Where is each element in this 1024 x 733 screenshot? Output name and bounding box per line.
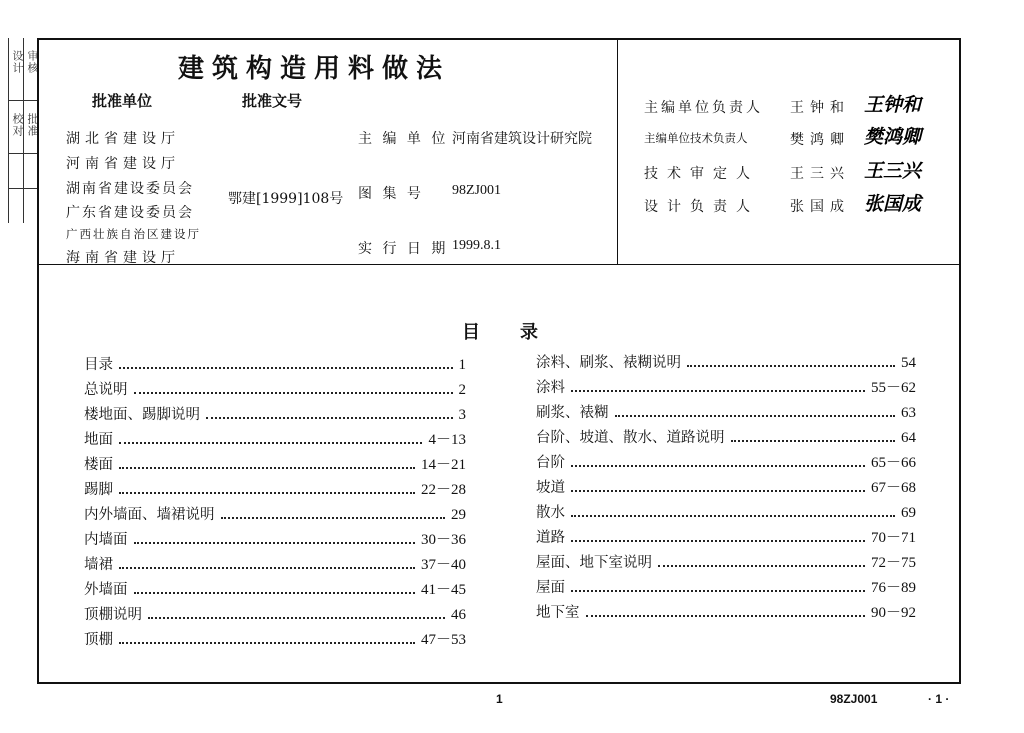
toc-entry-title: 总说明	[84, 382, 128, 398]
toc-entry	[84, 378, 466, 398]
toc-entry-title: 屋面、地下室说明	[536, 555, 652, 571]
toc-entry-page: 14－21	[420, 457, 466, 473]
dot-leader	[134, 542, 415, 544]
toc-entry-title: 踢脚	[84, 482, 113, 498]
atlas-code: 98ZJ001	[830, 692, 878, 706]
toc-entry	[536, 501, 916, 521]
dot-leader	[571, 490, 865, 492]
toc-entry	[84, 553, 466, 573]
toc-entry	[536, 376, 916, 396]
toc-entry-page: 54	[901, 355, 916, 371]
approve-unit: 广西壮族自治区建设厅	[66, 227, 201, 241]
dot-leader	[687, 365, 895, 367]
toc-entry	[536, 576, 916, 596]
toc-entry-page: 72－75	[870, 555, 916, 571]
handwritten-signature: 王钟和	[864, 94, 922, 116]
strip-rule	[8, 100, 38, 101]
toc-entry-title: 台阶、坡道、散水、道路说明	[536, 430, 725, 446]
toc-entry-page: 90－92	[870, 605, 916, 621]
dot-leader	[119, 492, 415, 494]
toc-entry	[84, 578, 466, 598]
signature-name: 王三兴	[790, 166, 850, 182]
signature-role: 设计负责人	[644, 199, 759, 215]
toc-entry	[84, 453, 466, 473]
dot-leader	[119, 467, 415, 469]
strip-rule	[8, 188, 38, 189]
toc-entry	[536, 526, 916, 546]
date-label: 实 行 日 期	[358, 241, 449, 257]
toc-entry-page: 63	[901, 405, 916, 421]
toc-entry	[84, 503, 466, 523]
toc-entry-page: 3	[458, 407, 466, 423]
handwritten-signature: 王三兴	[864, 160, 922, 182]
strip-text: 设计	[11, 50, 24, 74]
toc-entry-page: 76－89	[870, 580, 916, 596]
toc-entry-page: 65－66	[870, 455, 916, 471]
approve-unit: 河南省建设厅	[66, 156, 180, 172]
toc-entry-title: 道路	[536, 530, 565, 546]
toc-entry	[84, 603, 466, 623]
toc-entry	[536, 351, 916, 371]
toc-entry-title: 台阶	[536, 455, 565, 471]
toc-entry-title: 内墙面	[84, 532, 128, 548]
toc-entry-page: 70－71	[870, 530, 916, 546]
dot-leader	[119, 442, 422, 444]
strip-rule	[8, 153, 38, 154]
toc-entry-page: 4－13	[428, 432, 466, 448]
approve-unit: 海南省建设厅	[66, 250, 180, 266]
signature-name: 王钟和	[790, 100, 850, 116]
toc-entry-page: 67－68	[870, 480, 916, 496]
toc-entry-title: 涂料	[536, 380, 565, 396]
approve-doc-label: 批准文号	[242, 92, 303, 110]
dot-leader	[134, 592, 415, 594]
signature-name: 樊鸿卿	[790, 132, 850, 148]
dot-leader	[119, 367, 453, 369]
toc-entry-title: 屋面	[536, 580, 565, 596]
doc-number: 鄂建[1999]108号	[228, 191, 344, 207]
toc-entry-title: 目录	[84, 357, 113, 373]
dot-leader	[615, 415, 896, 417]
toc-entry	[84, 428, 466, 448]
toc-entry	[84, 628, 466, 648]
editor-label: 主 编 单 位	[358, 131, 449, 147]
binding-strip	[8, 38, 38, 223]
handwritten-signature: 樊鸿卿	[864, 126, 922, 148]
approve-unit-label: 批准单位	[92, 92, 153, 110]
toc-entry-title: 刷浆、裱糊	[536, 405, 609, 421]
dot-leader	[658, 565, 865, 567]
toc-entry	[84, 528, 466, 548]
dot-leader	[586, 615, 865, 617]
dot-leader	[731, 440, 896, 442]
dot-leader	[206, 417, 453, 419]
toc-entry-page: 69	[901, 505, 916, 521]
strip-text: 批准	[26, 113, 39, 137]
toc-entry-page: 22－28	[420, 482, 466, 498]
dot-leader	[119, 642, 415, 644]
dot-leader	[571, 390, 865, 392]
toc-entry	[536, 451, 916, 471]
signature-name: 张国成	[790, 199, 850, 215]
toc-entry	[84, 478, 466, 498]
toc-entry-page: 55－62	[870, 380, 916, 396]
dot-leader	[134, 392, 453, 394]
toc-entry-page: 37－40	[420, 557, 466, 573]
toc-entry	[84, 353, 466, 373]
toc-entry	[84, 403, 466, 423]
dot-leader	[221, 517, 446, 519]
toc-entry-title: 墙裙	[84, 557, 113, 573]
toc-entry-title: 地面	[84, 432, 113, 448]
date-value: 1999.8.1	[452, 238, 501, 253]
toc-entry	[536, 401, 916, 421]
toc-entry	[536, 476, 916, 496]
toc-entry-page: 64	[901, 430, 916, 446]
signature-role: 技术审定人	[644, 166, 759, 182]
approve-unit: 湖南省建设委员会	[66, 181, 194, 197]
toc-entry-page: 1	[458, 357, 466, 373]
document-title: 建筑构造用料做法	[178, 54, 451, 84]
toc-entry-title: 楼地面、踢脚说明	[84, 407, 200, 423]
approve-unit: 湖北省建设厅	[66, 131, 180, 147]
page-number: 1	[496, 692, 503, 706]
toc-entry	[536, 601, 916, 621]
toc-entry-title: 顶棚说明	[84, 607, 142, 623]
toc-entry-title: 外墙面	[84, 582, 128, 598]
toc-entry-page: 29	[451, 507, 466, 523]
toc-entry-title: 涂料、刷浆、裱糊说明	[536, 355, 681, 371]
toc-entry-title: 楼面	[84, 457, 113, 473]
atlas-value: 98ZJ001	[452, 183, 501, 198]
strip-text: 审核	[26, 50, 39, 74]
toc-entry-title: 散水	[536, 505, 565, 521]
toc-title: 目录	[462, 322, 578, 343]
approve-unit: 广东省建设委员会	[66, 205, 194, 221]
toc-entry-page: 30－36	[420, 532, 466, 548]
editor-value: 河南省建筑设计研究院	[452, 131, 592, 147]
toc-entry-title: 地下室	[536, 605, 580, 621]
signature-role: 主编单位负责人	[644, 100, 763, 116]
toc-entry-title: 坡道	[536, 480, 565, 496]
dot-leader	[571, 590, 865, 592]
atlas-page: · 1 ·	[928, 692, 950, 706]
toc-entry	[536, 426, 916, 446]
dot-leader	[571, 465, 865, 467]
dot-leader	[571, 515, 895, 517]
toc-entry-page: 41－45	[420, 582, 466, 598]
dot-leader	[148, 617, 445, 619]
toc-entry-title: 内外墙面、墙裙说明	[84, 507, 215, 523]
toc-entry	[536, 551, 916, 571]
dot-leader	[571, 540, 865, 542]
signature-role: 主编单位技术负责人	[644, 131, 748, 145]
signature-divider	[617, 38, 618, 264]
toc-entry-page: 2	[458, 382, 466, 398]
strip-text: 校对	[11, 113, 24, 137]
dot-leader	[119, 567, 415, 569]
atlas-label: 图 集 号	[358, 186, 424, 202]
handwritten-signature: 张国成	[864, 193, 922, 215]
toc-entry-page: 46	[451, 607, 466, 623]
toc-entry-page: 47－53	[420, 632, 466, 648]
toc-entry-title: 顶棚	[84, 632, 113, 648]
